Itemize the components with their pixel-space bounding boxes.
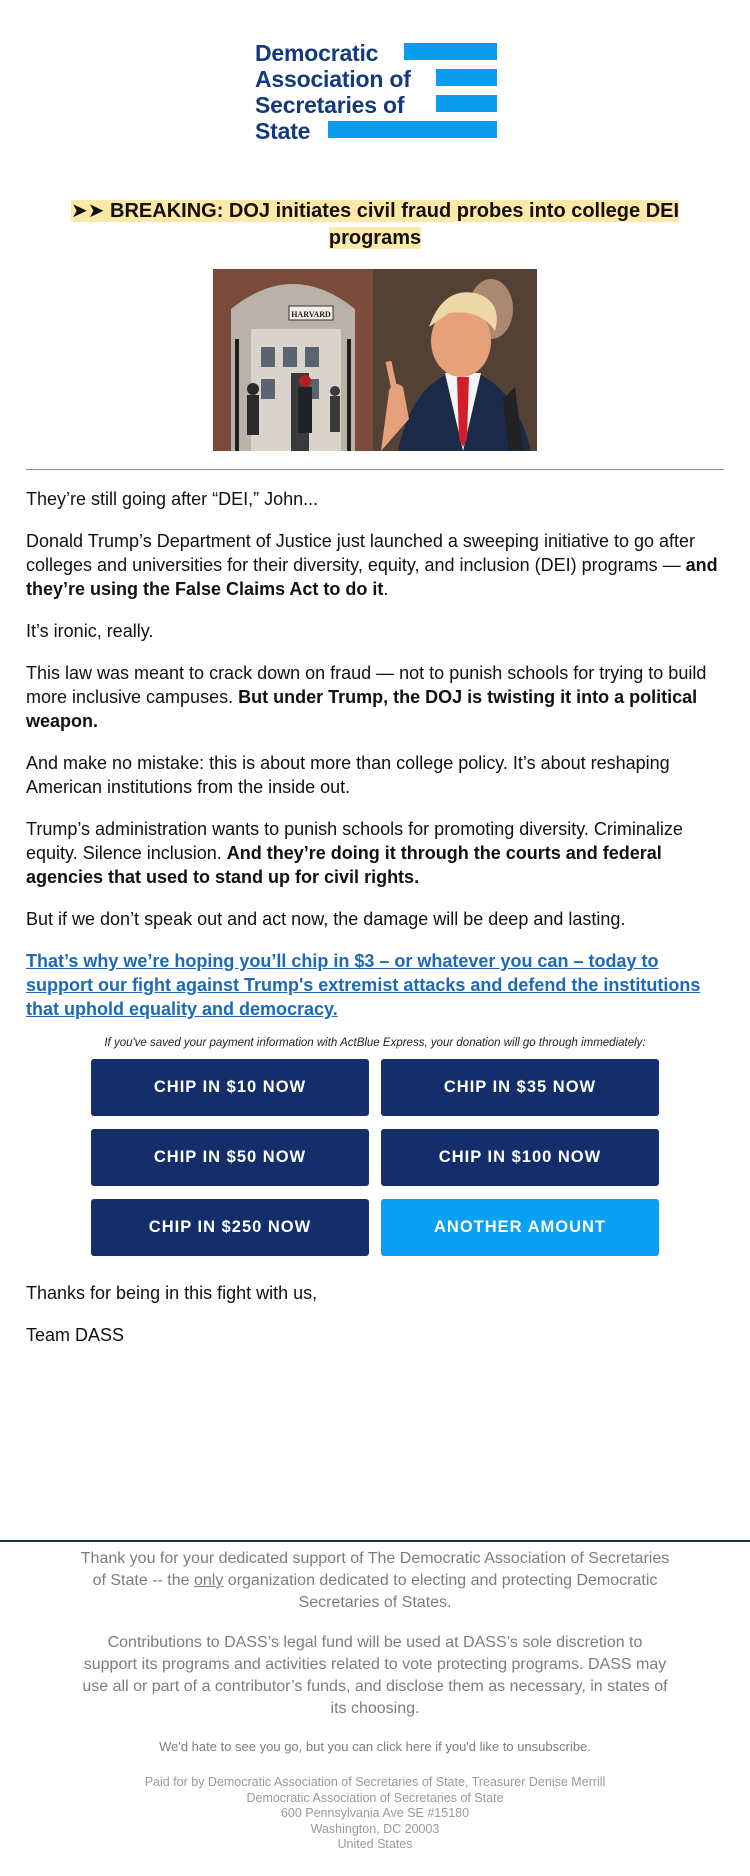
thanks-line: Thanks for being in this fight with us, bbox=[26, 1283, 318, 1303]
logo-line-2: Association of bbox=[255, 66, 411, 92]
footer-divider bbox=[0, 1540, 750, 1542]
logo-bar-3 bbox=[436, 95, 497, 112]
paragraph-act-now: But if we don’t speak out and act now, the damage will be deep and lasting. bbox=[26, 909, 626, 929]
city-line: Washington, DC 20003 bbox=[310, 1821, 440, 1836]
team-signature: Team DASS bbox=[26, 1325, 125, 1345]
footer-disclaimer bbox=[80, 1775, 670, 1853]
chip-in-50-button[interactable]: CHIP IN $50 NOW bbox=[91, 1129, 369, 1186]
dass-logo[interactable] bbox=[255, 40, 497, 144]
logo-bar-1 bbox=[404, 43, 497, 60]
footer-legal: Contributions to DASS’s legal fund will be used at DASS’s sole discretion to support its programs and activities related to vote protecting programs. DASS may use all or part of a contributor’s funds, and disclose them as necessary, in states of its choosing. bbox=[82, 1634, 668, 1717]
email-body bbox=[26, 487, 724, 1021]
unsubscribe-link[interactable]: We'd hate to see you go, but you can click here if you'd like to unsubscribe. bbox=[159, 1739, 591, 1754]
donate-cta-link[interactable]: That’s why we’re hoping you’ll chip in $3 – or whatever you can – today to support our fight against Trump's extremist attacks and defend the institutions that uphold equality and democracy. bbox=[26, 951, 701, 1019]
logo-bar-4 bbox=[328, 121, 497, 138]
headline-highlight bbox=[71, 200, 679, 249]
logo-bar-2 bbox=[436, 69, 497, 86]
breaking-headline bbox=[40, 198, 710, 252]
signoff bbox=[26, 1281, 724, 1365]
iron-gate-post bbox=[235, 339, 239, 451]
paragraph-doj: Donald Trump’s Department of Justice just launched a sweeping initiative to go after colleges and universities for their diversity, equity, and inclusion (DEI) programs — and they’re using the False Claims Act to do it. bbox=[26, 531, 718, 599]
double-arrow-icon: ➤➤ bbox=[70, 200, 105, 222]
chip-in-250-button[interactable]: CHIP IN $250 NOW bbox=[91, 1199, 369, 1256]
paid-for-line: Paid for by Democratic Association of Secretaries of State, Treasurer Denise Merrill bbox=[144, 1775, 606, 1789]
chip-in-100-button[interactable]: CHIP IN $100 NOW bbox=[381, 1129, 659, 1186]
country-line: United States bbox=[337, 1837, 413, 1851]
pedestrian bbox=[247, 383, 259, 395]
logo-line-3: Secretaries of bbox=[255, 92, 405, 118]
paragraph-law: This law was meant to crack down on fraud — not to punish schools for trying to build more inclusive campuses. But under Trump, the DOJ is twisting it into a political weapon. bbox=[26, 663, 707, 731]
hero-image[interactable] bbox=[213, 269, 537, 451]
footer-support: Thank you for your dedicated support of The Democratic Association of Secretaries of State -- the only organization dedicated to electing and protecting Democratic Secretaries of States. bbox=[80, 1550, 670, 1611]
logo-line-1: Democratic bbox=[255, 40, 379, 66]
street-line: 600 Pennsylvania Ave SE #15180 bbox=[280, 1806, 470, 1820]
chip-in-35-button[interactable]: CHIP IN $35 NOW bbox=[381, 1059, 659, 1116]
chip-in-10-button[interactable]: CHIP IN $10 NOW bbox=[91, 1059, 369, 1116]
another-amount-button[interactable]: ANOTHER AMOUNT bbox=[381, 1199, 659, 1256]
logo-line-4: State bbox=[255, 118, 311, 144]
harvard-sign-text: HARVARD bbox=[291, 310, 331, 319]
headline-text: BREAKING: DOJ initiates civil fraud probes into college DEI programs bbox=[110, 200, 680, 249]
paragraph-ironic: It’s ironic, really. bbox=[26, 621, 154, 641]
paragraph-mistake: And make no mistake: this is about more than college policy. It’s about reshaping American institutions from the inside out. bbox=[26, 753, 670, 797]
paragraph-administration: Trump’s administration wants to punish schools for promoting diversity. Criminalize equity. Silence inclusion. And they’re doing it through the courts and federal agencies that used to stand up for civil rights. bbox=[26, 819, 683, 887]
greeting-paragraph: They’re still going after “DEI,” John... bbox=[26, 489, 319, 509]
actblue-express-note: If you've saved your payment information with ActBlue Express, your donation will go through immediately: bbox=[104, 1037, 646, 1049]
divider bbox=[26, 469, 724, 470]
hero-illustration bbox=[213, 269, 537, 451]
org-line: Democratic Association of Secretaries of State bbox=[246, 1790, 504, 1805]
